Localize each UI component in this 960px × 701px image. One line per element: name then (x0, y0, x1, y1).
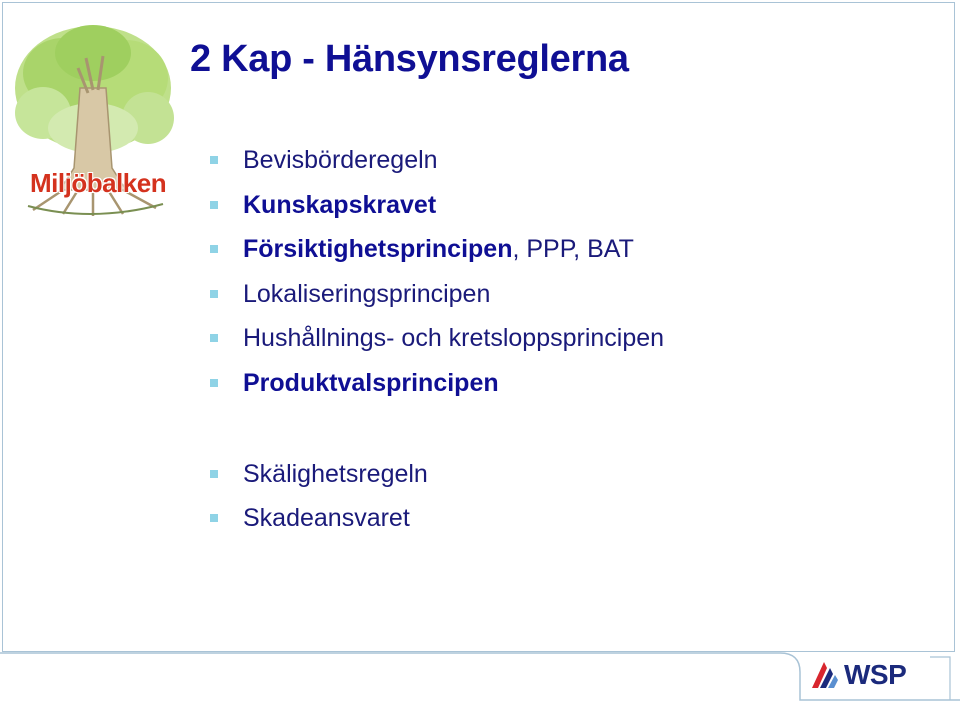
list-item (210, 324, 664, 369)
bullet-text: Kunskapskravet (243, 190, 437, 219)
bullet-square-icon (210, 201, 218, 209)
bullet-text: Skälighetsregeln (243, 459, 428, 488)
bullet-suffix: , PPP, BAT (512, 235, 634, 264)
list-item (210, 369, 664, 414)
list-item (210, 460, 664, 505)
bullet-list (210, 146, 664, 549)
bullet-square-icon (210, 245, 218, 253)
bullet-text: Lokaliseringsprincipen (243, 279, 491, 308)
bullet-text: Försiktighetsprincipen (243, 235, 513, 264)
bullet-square-icon (210, 334, 218, 342)
wsp-logo (810, 655, 920, 695)
list-item (210, 504, 664, 549)
wsp-brand-text: WSP (844, 659, 907, 690)
wsp-mark-icon (810, 658, 840, 692)
bullet-text: Hushållnings- och kretsloppsprincipen (243, 324, 665, 353)
bullet-square-icon (210, 290, 218, 298)
bullet-text: Produktvalsprincipen (243, 368, 499, 397)
bullet-text: Skadeansvaret (243, 504, 410, 533)
logo-label: Miljöbalken (30, 168, 167, 198)
list-item (210, 235, 664, 280)
miljobalken-tree-logo (8, 18, 178, 218)
list-item (210, 280, 664, 325)
bullet-square-icon (210, 156, 218, 164)
page-title: 2 Kap - Hänsynsreglerna (190, 38, 629, 80)
list-item (210, 191, 664, 236)
list-item (210, 146, 664, 191)
bullet-square-icon (210, 514, 218, 522)
bullet-square-icon (210, 470, 218, 478)
bullet-square-icon (210, 379, 218, 387)
bullet-text: Bevisbörderegeln (243, 146, 438, 174)
